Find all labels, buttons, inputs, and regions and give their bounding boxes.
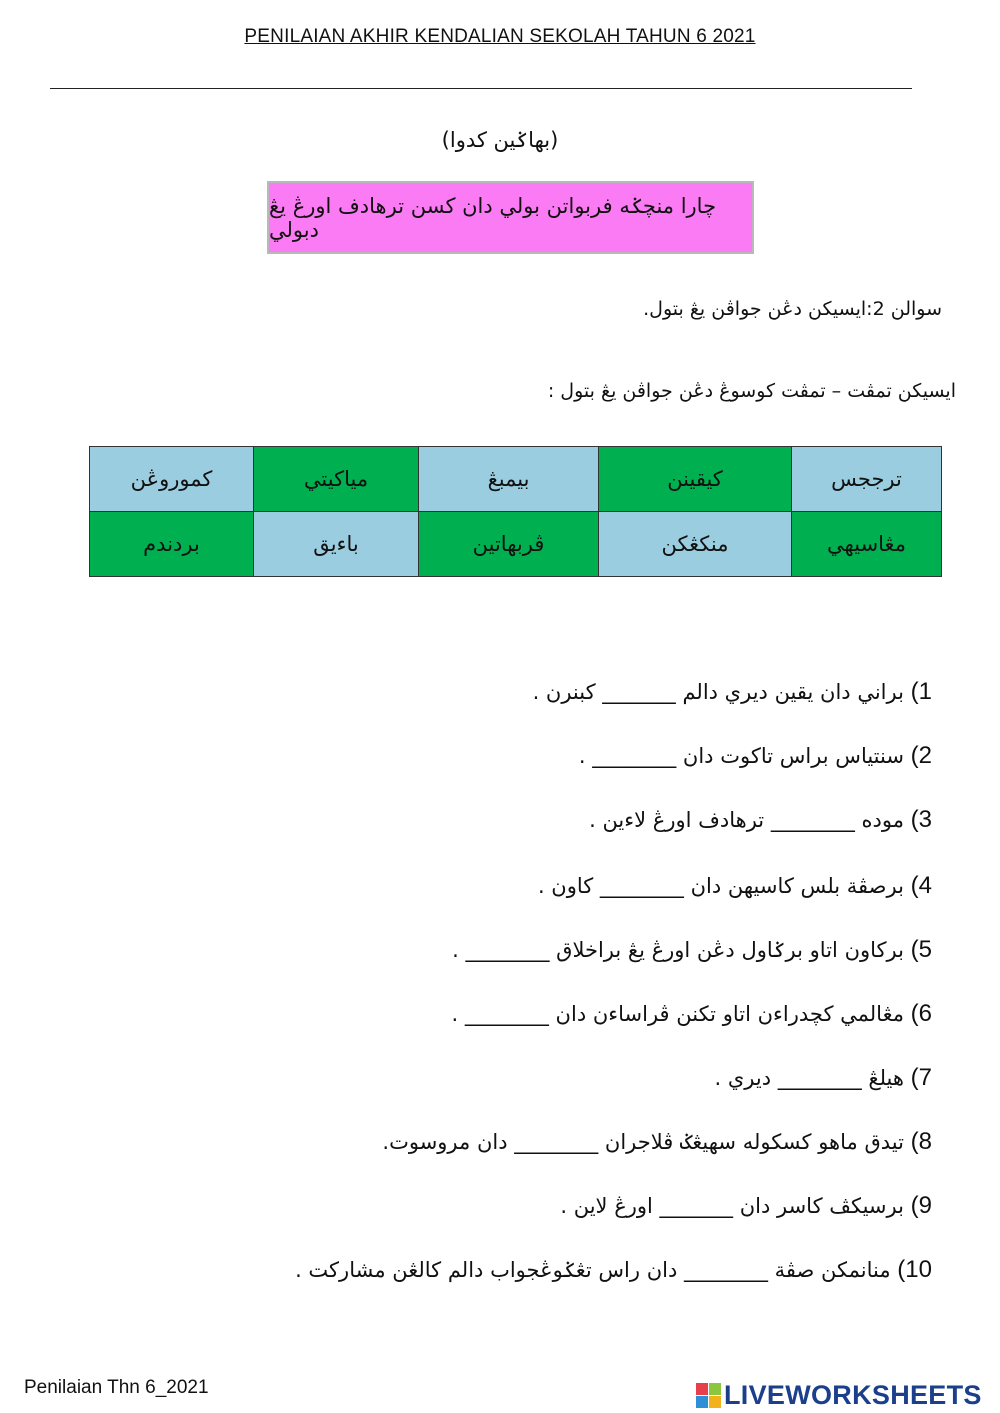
word-bank-row <box>90 512 942 577</box>
question-item[interactable] <box>533 678 932 706</box>
question-number: 5) <box>910 936 932 963</box>
instruction-text: ايسيكن تمڤت – تمڤت كوسوڠ دڠن جواڤن يڠ بتول : <box>547 380 956 402</box>
question-item[interactable] <box>382 1128 932 1156</box>
question-item[interactable] <box>452 1000 932 1028</box>
word-bank-cell: باءيق <box>254 512 419 577</box>
word-bank-cell: مياكيتي <box>254 447 419 512</box>
question-item[interactable] <box>452 936 932 964</box>
word-bank-cell: ترججس <box>792 447 942 512</box>
question-item[interactable] <box>295 1256 932 1284</box>
word-bank-cell: مڠاسيهي <box>792 512 942 577</box>
logo-square <box>709 1383 721 1395</box>
question-text: بركاون اتاو برݢاول دڠن اورڠ يڠ براخلاق ________ . <box>452 938 904 962</box>
question-text: مڠالمي كچدراءن اتاو تكنن ڤراساءن دان ________ . <box>451 1002 904 1026</box>
liveworksheets-logo[interactable] <box>696 1380 982 1411</box>
logo-square <box>696 1383 708 1395</box>
topic-banner-text: چارا منچݢه فربواتن بولي دان كسن ترهادف اورڠ يڠ دبولي <box>269 193 717 242</box>
question-text: موده ________ ترهادف اورڠ لاءين . <box>589 808 904 832</box>
question-item[interactable] <box>589 806 932 834</box>
footer-label: Penilaian Thn 6_2021 <box>24 1377 209 1398</box>
page-header-title: PENILAIAN AKHIR KENDALIAN SEKOLAH TAHUN 6 2021 <box>244 26 756 47</box>
question-text: منانمكن صڤة ________ دان راس تڠݢوڠجواب دالم كالڠن مشاركت . <box>295 1258 891 1282</box>
logo-square <box>709 1396 721 1408</box>
question-number: 6) <box>910 1000 932 1027</box>
word-bank-cell: بيمبڠ <box>419 447 599 512</box>
question-number: 8) <box>910 1128 932 1155</box>
question-text: هيلڠ ________ ديري . <box>714 1066 904 1090</box>
question-number: 4) <box>910 872 932 899</box>
question-text: تيدق ماهو كسكوله سهيڠݢ ڤلاجران ________ دان مروسوت. <box>382 1130 904 1154</box>
question-text: برصڤة بلس كاسيهن دان ________ كاون . <box>537 874 904 898</box>
question-text: براني دان يقين ديري دالم _______ كبنرن . <box>532 680 904 704</box>
question-number: 2) <box>910 742 932 769</box>
word-bank-cell: كيقينن <box>599 447 792 512</box>
logo-text: LIVEWORKSHEETS <box>724 1380 982 1410</box>
question-text: سنتياس براس تاكوت دان ________ . <box>578 744 904 768</box>
word-bank-cell: ڤربهاتين <box>419 512 599 577</box>
question-item[interactable] <box>560 1192 932 1220</box>
word-bank-table <box>89 446 942 577</box>
header-divider <box>50 88 912 89</box>
question-number: 1) <box>910 678 932 705</box>
logo-square <box>696 1396 708 1408</box>
topic-banner <box>267 181 754 254</box>
question-number: 7) <box>910 1064 932 1091</box>
question-title: سوالن 2:ايسيكن دڠن جواڤن يڠ بتول. <box>643 298 942 320</box>
word-bank-cell: منكڠكن <box>599 512 792 577</box>
question-item[interactable] <box>579 742 932 770</box>
logo-mark-icon <box>696 1383 721 1408</box>
word-bank-cell: بردندم <box>90 512 254 577</box>
question-item[interactable] <box>714 1064 932 1092</box>
question-number: 3) <box>910 806 932 833</box>
section-label: (بهاݢين كدوا) <box>441 128 559 152</box>
question-item[interactable] <box>538 872 932 900</box>
question-number: 10) <box>897 1256 932 1283</box>
word-bank-cell: كموروڠن <box>90 447 254 512</box>
question-text: برسيكڤ كاسر دان _______ اورڠ لاين . <box>560 1194 904 1218</box>
word-bank-row <box>90 447 942 512</box>
question-number: 9) <box>910 1192 932 1219</box>
